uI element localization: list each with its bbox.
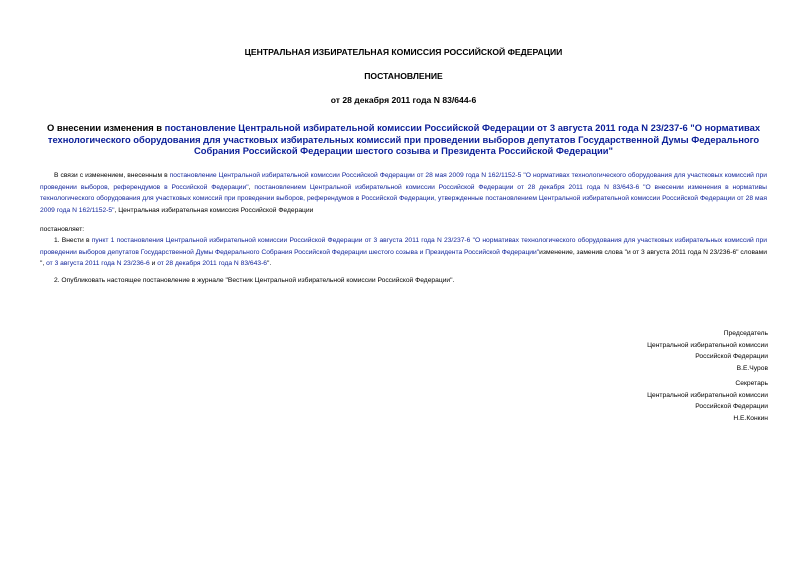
item-1-link-2[interactable]: от 3 августа 2011 года N 23/236-6 [46, 260, 150, 268]
chairman-name: В.Е.Чуров [736, 364, 768, 372]
item-1-link-3[interactable]: от 28 декабря 2011 года N 83/643-6 [157, 260, 268, 268]
preamble-link-2[interactable]: постановлением Центральной избирательной комиссии Российской Федерации от 28 декабря 2011 года N 83/643-6 "О внесении изменения в нормативы технологического оборудования для участковых комиссий при проведении выборов, референдумов в Российской Федерации, утвержденные постановлением Центральной избирательной комиссии Российской Федерации от 28 мая 2009 года N 162/1152-5" [40, 183, 767, 214]
org-heading: ЦЕНТРАЛЬНАЯ ИЗБИРАТЕЛЬНАЯ КОМИССИЯ РОССИЙСКОЙ ФЕДЕРАЦИИ [244, 47, 563, 57]
secretary-role: Секретарь [735, 380, 768, 387]
item-1-text-2: изменение, заменив слова "и от 3 августа 2011 года N 23/236-6" словами ", [40, 248, 767, 268]
chairman-org-line-2: Российской Федерации [695, 353, 768, 361]
chairman-org-line-1: Центральной избирательной комиссии [647, 341, 768, 349]
item-1-text-4: ". [267, 260, 272, 268]
chairman-signature-block [508, 328, 768, 374]
chairman-role: Председатель [723, 330, 768, 337]
preamble-text-1: В связи с изменением, внесенным в [54, 172, 170, 179]
secretary-name: Н.Е.Конкин [733, 414, 768, 422]
item-1-link-1[interactable]: пункт 1 постановления Центральной избирательной комиссии Российской Федерации от 3 августа 2011 года N 23/237-6 "О нормативах технологического оборудования для участковых избирательных комиссий при проведении выборов депутатов Государственной Думы Федерального Собрания Российской Федерации шестого созыва и Президента Российской Федерации" [40, 237, 767, 256]
title-prefix: О внесении изменения в [46, 122, 165, 133]
secretary-org-line-2: Российской Федерации [695, 403, 768, 411]
doc-type-heading: ПОСТАНОВЛЕНИЕ [364, 71, 443, 81]
preamble-text-3: , Центральная избирательная комиссия Российской Федерации [114, 206, 314, 214]
resolves-line: постановляет: [40, 226, 85, 233]
preamble-paragraph [40, 170, 767, 216]
document-title [40, 122, 767, 157]
preamble-link-1[interactable]: постановление Центральной избирательной комиссии Российской Федерации от 28 мая 2009 года N 162/1152-5 "О нормативах технологического оборудования для участковых комиссий при проведении выборов, референдумов в Российской Федерации" [40, 172, 768, 191]
item-1-paragraph [40, 235, 767, 270]
secretary-signature-block [508, 378, 768, 424]
item-1-text-3: и [149, 260, 158, 268]
preamble-text-2: , [248, 183, 255, 191]
item-2-paragraph: 2. Опубликовать настоящее постановление в журнале "Вестник Центральной избирательной комиссии Российской Федерации". [54, 277, 455, 284]
date-number-heading: от 28 декабря 2011 года N 83/644-6 [330, 95, 477, 105]
secretary-org-line-1: Центральной избирательной комиссии [647, 391, 768, 399]
item-1-text-1: 1. Внести в [54, 237, 92, 244]
title-link[interactable]: постановление Центральной избирательной комиссии Российской Федерации от 3 августа 2011 года N 23/237-6 "О нормативах технологического оборудования для участковых избирательных комиссий при проведении выборов депутатов Государственной Думы Федерального Собрания Российской Федерации шестого созыва и Президента Российской Федерации" [47, 122, 761, 157]
